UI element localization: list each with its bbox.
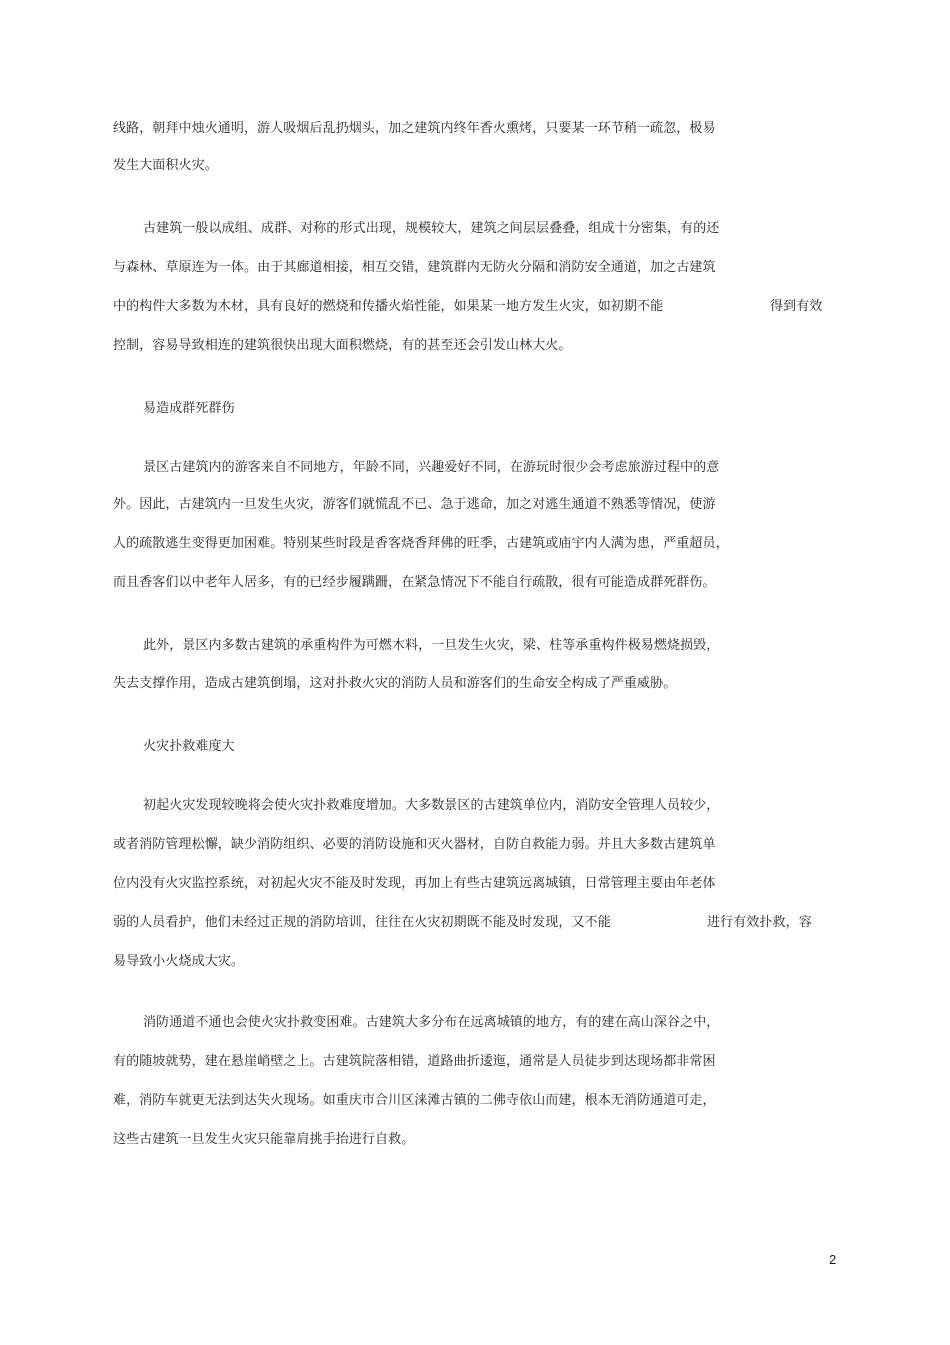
text-line: 发生大面积火灾。 (113, 158, 218, 173)
text-line: 初起火灾发现较晚将会使火灾扑救难度增加。大多数景区的古建筑单位内，消防安全管理人员较少， (143, 798, 720, 813)
section-heading: 易造成群死群伤 (143, 401, 235, 416)
text-line: 线路，朝拜中烛火通明，游人吸烟后乱扔烟头，加之建筑内终年香火熏烤，只要某一环节稍一疏忽，极易 (113, 121, 716, 136)
text-line: 难，消防车就更无法到达失火现场。如重庆市合川区涞滩古镇的二佛寺依山而建，根本无消防通道可走， (113, 1093, 716, 1108)
text-line: 外。因此，古建筑内一旦发生火灾，游客们就慌乱不已、急于逃命，加之对逃生通道不熟悉等情况，使游 (113, 497, 716, 512)
text-line: 失去支撑作用，造成古建筑倒塌，这对扑救火灾的消防人员和游客们的生命安全构成了严重威胁。 (113, 676, 677, 691)
text-line: 这些古建筑一旦发生火灾只能靠肩挑手抬进行自救。 (113, 1132, 415, 1147)
text-line: 易导致小火烧成大灾。 (113, 954, 245, 969)
text-line: 古建筑一般以成组、成群、对称的形式出现，规模较大，建筑之间层层叠叠，组成十分密集，有的还 (143, 221, 720, 236)
text-line: 位内没有火灾监控系统，对初起火灾不能及时发现，再加上有些古建筑远离城镇，日常管理主要由年老体 (113, 876, 716, 891)
text-line: 景区古建筑内的游客来自不同地方，年龄不同，兴趣爱好不同，在游玩时很少会考虑旅游过程中的意 (143, 460, 720, 475)
text-line: 控制，容易导致相连的建筑很快出现大面积燃烧，有的甚至还会引发山林大火。 (113, 338, 572, 353)
text-line: 得到有效 (770, 299, 823, 314)
section-heading: 火灾扑救难度大 (143, 739, 235, 754)
text-line: 消防通道不通也会使火灾扑救变困难。古建筑大多分布在远离城镇的地方，有的建在高山深谷之中， (143, 1015, 720, 1030)
text-line: 弱的人员看护，他们未经过正规的消防培训，往往在火灾初期既不能及时发现，又不能 (113, 915, 611, 930)
text-line: 此外，景区内多数古建筑的承重构件为可燃木料，一旦发生火灾，梁、柱等承重构件极易燃烧损毁， (143, 638, 720, 653)
text-line: 中的构件大多数为木材，具有良好的燃烧和传播火焰性能，如果某一地方发生火灾，如初期不能 (113, 299, 664, 314)
text-line: 与森林、草原连为一体。由于其廊道相接，相互交错，建筑群内无防火分隔和消防安全通道，加之古建筑 (113, 260, 716, 275)
text-line: 进行有效扑救，容 (707, 915, 812, 930)
text-line: 而且香客们以中老年人居多，有的已经步履蹒跚，在紧急情况下不能自行疏散，很有可能造成群死群伤。 (113, 575, 716, 590)
text-line: 有的随坡就势，建在悬崖峭壁之上。古建筑院落相错，道路曲折逶迤，通常是人员徒步到达现场都非常困 (113, 1054, 716, 1069)
text-line: 人的疏散逃生变得更加困难。特别某些时段是香客烧香拜佛的旺季，古建筑或庙宇内人满为患，严重超员， (113, 536, 729, 551)
text-line: 或者消防管理松懈，缺少消防组织、必要的消防设施和灭火器材，自防自救能力弱。并且大多数古建筑单 (113, 837, 716, 852)
page-number: 2 (829, 1252, 837, 1267)
